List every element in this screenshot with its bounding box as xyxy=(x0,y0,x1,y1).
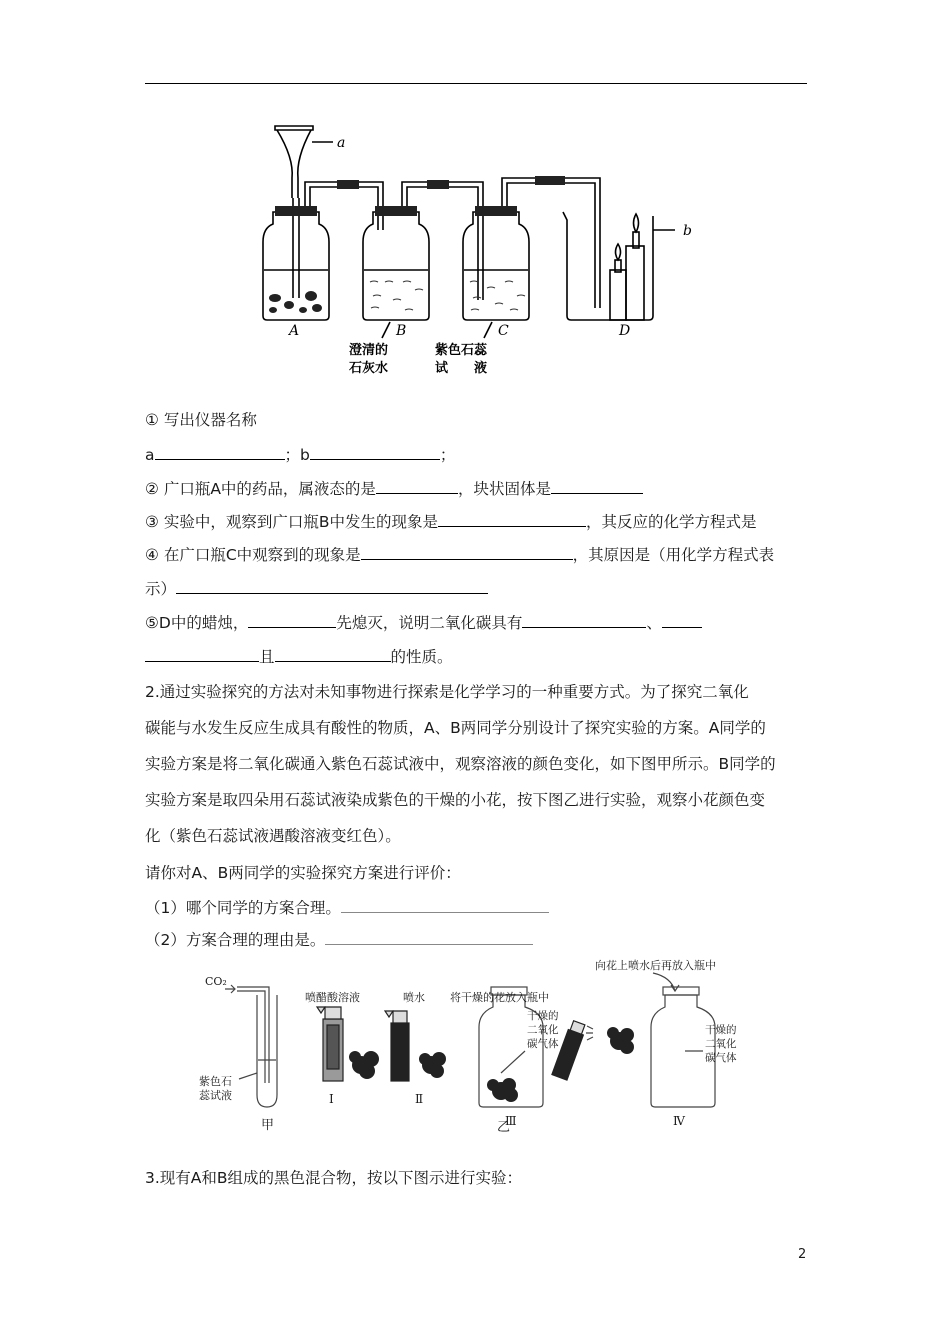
blank-a xyxy=(155,444,285,460)
blank-b xyxy=(310,444,440,460)
q1-item4-cont xyxy=(145,578,488,599)
q1-item3 xyxy=(145,511,756,532)
q2-sub1-text: （1）哪个同学的方案合理。 xyxy=(145,899,341,917)
dry-co2-iii-1: 干燥的 xyxy=(527,1010,559,1022)
blank-q2-sub1 xyxy=(341,897,549,913)
blank-property-3 xyxy=(275,646,391,662)
q1-item3-post: ，其反应的化学方程式是 xyxy=(585,513,757,531)
q3-text: 3.现有A和B组成的黑色混合物，按以下图示进行实验： xyxy=(145,1169,523,1187)
q1-item5-cont xyxy=(145,646,453,667)
roman-3: Ⅲ xyxy=(505,1114,517,1128)
bottle-label-A: A xyxy=(289,323,300,339)
q2-prompt: 请你对A、B两同学的实验探究方案进行评价： xyxy=(145,864,461,882)
q1-item2-mid: ，块状固体是 xyxy=(457,480,551,498)
q1-item1-end: ； xyxy=(439,446,456,464)
q1-item1-blanks xyxy=(145,444,455,465)
caption-c-line1: 紫色石蕊 xyxy=(435,343,488,358)
blank-q2-sub2 xyxy=(325,929,533,945)
litmus-label-2: 蕊试液 xyxy=(199,1089,232,1102)
label-b: b xyxy=(683,223,692,239)
q1-item4-cont-text: 示） xyxy=(145,580,177,598)
put-dry-label: 将干燥的花放入瓶中 xyxy=(450,991,549,1004)
q1-item2 xyxy=(145,478,643,499)
blank-candle xyxy=(248,612,336,628)
blank-liquid xyxy=(376,478,458,494)
q1-item2-pre: ② 广口瓶A中的药品，属液态的是 xyxy=(145,480,376,498)
blank-property-2b xyxy=(145,646,259,662)
q1-item5-end: 的性质。 xyxy=(390,648,453,666)
caption-b-line2: 石灰水 xyxy=(349,361,389,376)
q2-line-1: 2.通过实验探究的方法对未知事物进行探索是化学学习的一种重要方式。为了探究二氧化 xyxy=(145,683,749,701)
roman-1: Ⅰ xyxy=(329,1092,334,1106)
header-rule xyxy=(145,83,807,84)
caption-b-line1: 澄清的 xyxy=(349,343,389,358)
q1-item3-pre: ③ 实验中，观察到广口瓶B中发生的现象是 xyxy=(145,513,438,531)
page-number: 2 xyxy=(798,1247,807,1262)
blank-b-phenomenon xyxy=(438,511,586,527)
q2-sub1 xyxy=(145,897,549,918)
q1-item4-pre: ④ 在广口瓶C中观察到的现象是 xyxy=(145,546,361,564)
q2-sub2 xyxy=(145,929,533,950)
dry-co2-iii-3: 碳气体 xyxy=(527,1038,559,1050)
q2-line-2: 碳能与水发生反应生成具有酸性的物质，A、B两同学分别设计了探究实验的方案。A同学的 xyxy=(145,719,766,737)
q2-line-4: 实验方案是取四朵用石蕊试液染成紫色的干燥的小花，按下图乙进行实验，观察小花颜色变 xyxy=(145,791,766,809)
experiment-figure xyxy=(195,955,775,1140)
spray-water-label: 喷水 xyxy=(403,991,425,1004)
dry-co2-iv-1: 干燥的 xyxy=(705,1024,737,1036)
roman-4: Ⅳ xyxy=(673,1114,685,1128)
q1-item5 xyxy=(145,612,702,633)
dry-co2-iv-2: 二氧化 xyxy=(705,1038,737,1050)
q1-item4 xyxy=(145,544,774,565)
bottle-label-D: D xyxy=(619,323,631,339)
q1-item5-pre: ⑤D中的蜡烛， xyxy=(145,614,249,632)
blank-c-phenomenon xyxy=(361,544,573,560)
yi-label: 乙 xyxy=(497,1120,511,1135)
jia-label: 甲 xyxy=(261,1118,275,1133)
q1-item1-sep: ；b xyxy=(284,446,310,464)
co2-label: CO₂ xyxy=(205,975,227,988)
blank-c-equation xyxy=(176,578,488,594)
blank-property-1 xyxy=(522,612,646,628)
blank-solid xyxy=(551,478,643,494)
label-a: a xyxy=(337,135,346,151)
q2-sub2-text: （2）方案合理的理由是。 xyxy=(145,931,326,949)
caption-c-line2: 试 液 xyxy=(435,361,488,376)
bottle-label-B: B xyxy=(396,323,407,339)
bottle-label-C: C xyxy=(498,323,509,339)
apparatus-figure xyxy=(255,120,725,390)
dry-co2-iv-3: 碳气体 xyxy=(705,1052,737,1064)
q1-item5-and: 且 xyxy=(259,648,275,666)
blank-property-2a xyxy=(662,612,702,628)
q1-item1: ① 写出仪器名称 xyxy=(145,411,257,429)
q2-line-5: 化（紫色石蕊试液遇酸溶液变红色）。 xyxy=(145,827,401,845)
roman-2: Ⅱ xyxy=(415,1092,424,1106)
litmus-label-1: 紫色石 xyxy=(199,1075,232,1088)
q2-line-3: 实验方案是将二氧化碳通入紫色石蕊试液中，观察溶液的颜色变化，如下图甲所示。B同学的 xyxy=(145,755,776,773)
q1-item4-post: ，其原因是（用化学方程式表 xyxy=(572,546,775,564)
spray-then-label: 向花上喷水后再放入瓶中 xyxy=(595,959,716,972)
dry-co2-iii-2: 二氧化 xyxy=(527,1024,559,1036)
q1-item5-sep: 、 xyxy=(646,614,662,632)
spray-acid-label: 喷醋酸溶液 xyxy=(305,991,360,1004)
q1-item1-a: a xyxy=(145,446,155,464)
q1-item5-mid: 先熄灭，说明二氧化碳具有 xyxy=(336,614,523,632)
